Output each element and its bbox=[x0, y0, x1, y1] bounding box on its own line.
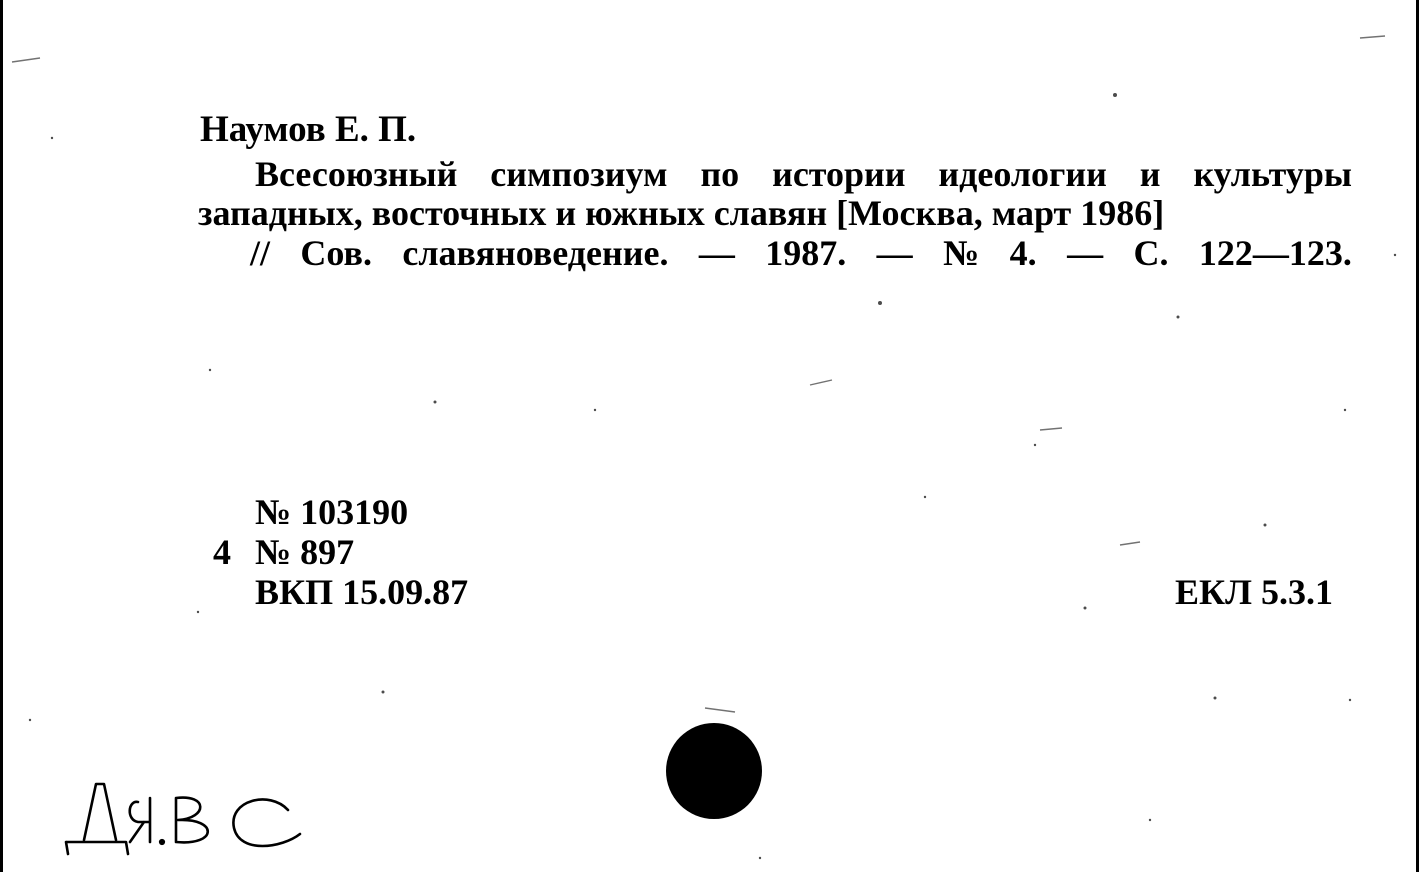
vkp-date: ВКП 15.09.87 bbox=[255, 572, 469, 612]
source-part: — bbox=[698, 233, 735, 273]
title-line-2: западных, восточных и южных славян [Москва, март 1986] bbox=[198, 193, 1165, 233]
source-part: 122—123. bbox=[1198, 233, 1352, 273]
title-line-1 bbox=[255, 154, 1352, 194]
source-part: Сов. bbox=[300, 233, 372, 273]
source-part: 1987. bbox=[765, 233, 847, 273]
second-number: № 897 bbox=[255, 532, 355, 572]
title-word: идеологии bbox=[938, 154, 1107, 194]
handwritten-mark bbox=[58, 770, 308, 860]
title-word: и bbox=[1139, 154, 1161, 194]
punch-hole bbox=[666, 723, 762, 819]
title-word: культуры bbox=[1193, 154, 1352, 194]
title-word: Всесоюзный bbox=[255, 154, 458, 194]
title-word: симпозиум bbox=[490, 154, 668, 194]
source-part: С. bbox=[1133, 233, 1169, 273]
source-part: // bbox=[250, 233, 271, 273]
title-word: по bbox=[700, 154, 740, 194]
source-part: 4. bbox=[1009, 233, 1037, 273]
source-part: славяноведение. bbox=[402, 233, 669, 273]
card-left-edge bbox=[0, 0, 3, 872]
second-number-prefix: 4 bbox=[213, 532, 231, 572]
source-part: — bbox=[876, 233, 913, 273]
classification-code: ЕКЛ 5.3.1 bbox=[1175, 572, 1333, 612]
source-line bbox=[250, 233, 1352, 273]
author-name: Наумов Е. П. bbox=[200, 109, 417, 150]
source-part: № bbox=[943, 233, 980, 273]
title-word: истории bbox=[772, 154, 906, 194]
source-part: — bbox=[1067, 233, 1104, 273]
inventory-number: № 103190 bbox=[255, 492, 409, 532]
